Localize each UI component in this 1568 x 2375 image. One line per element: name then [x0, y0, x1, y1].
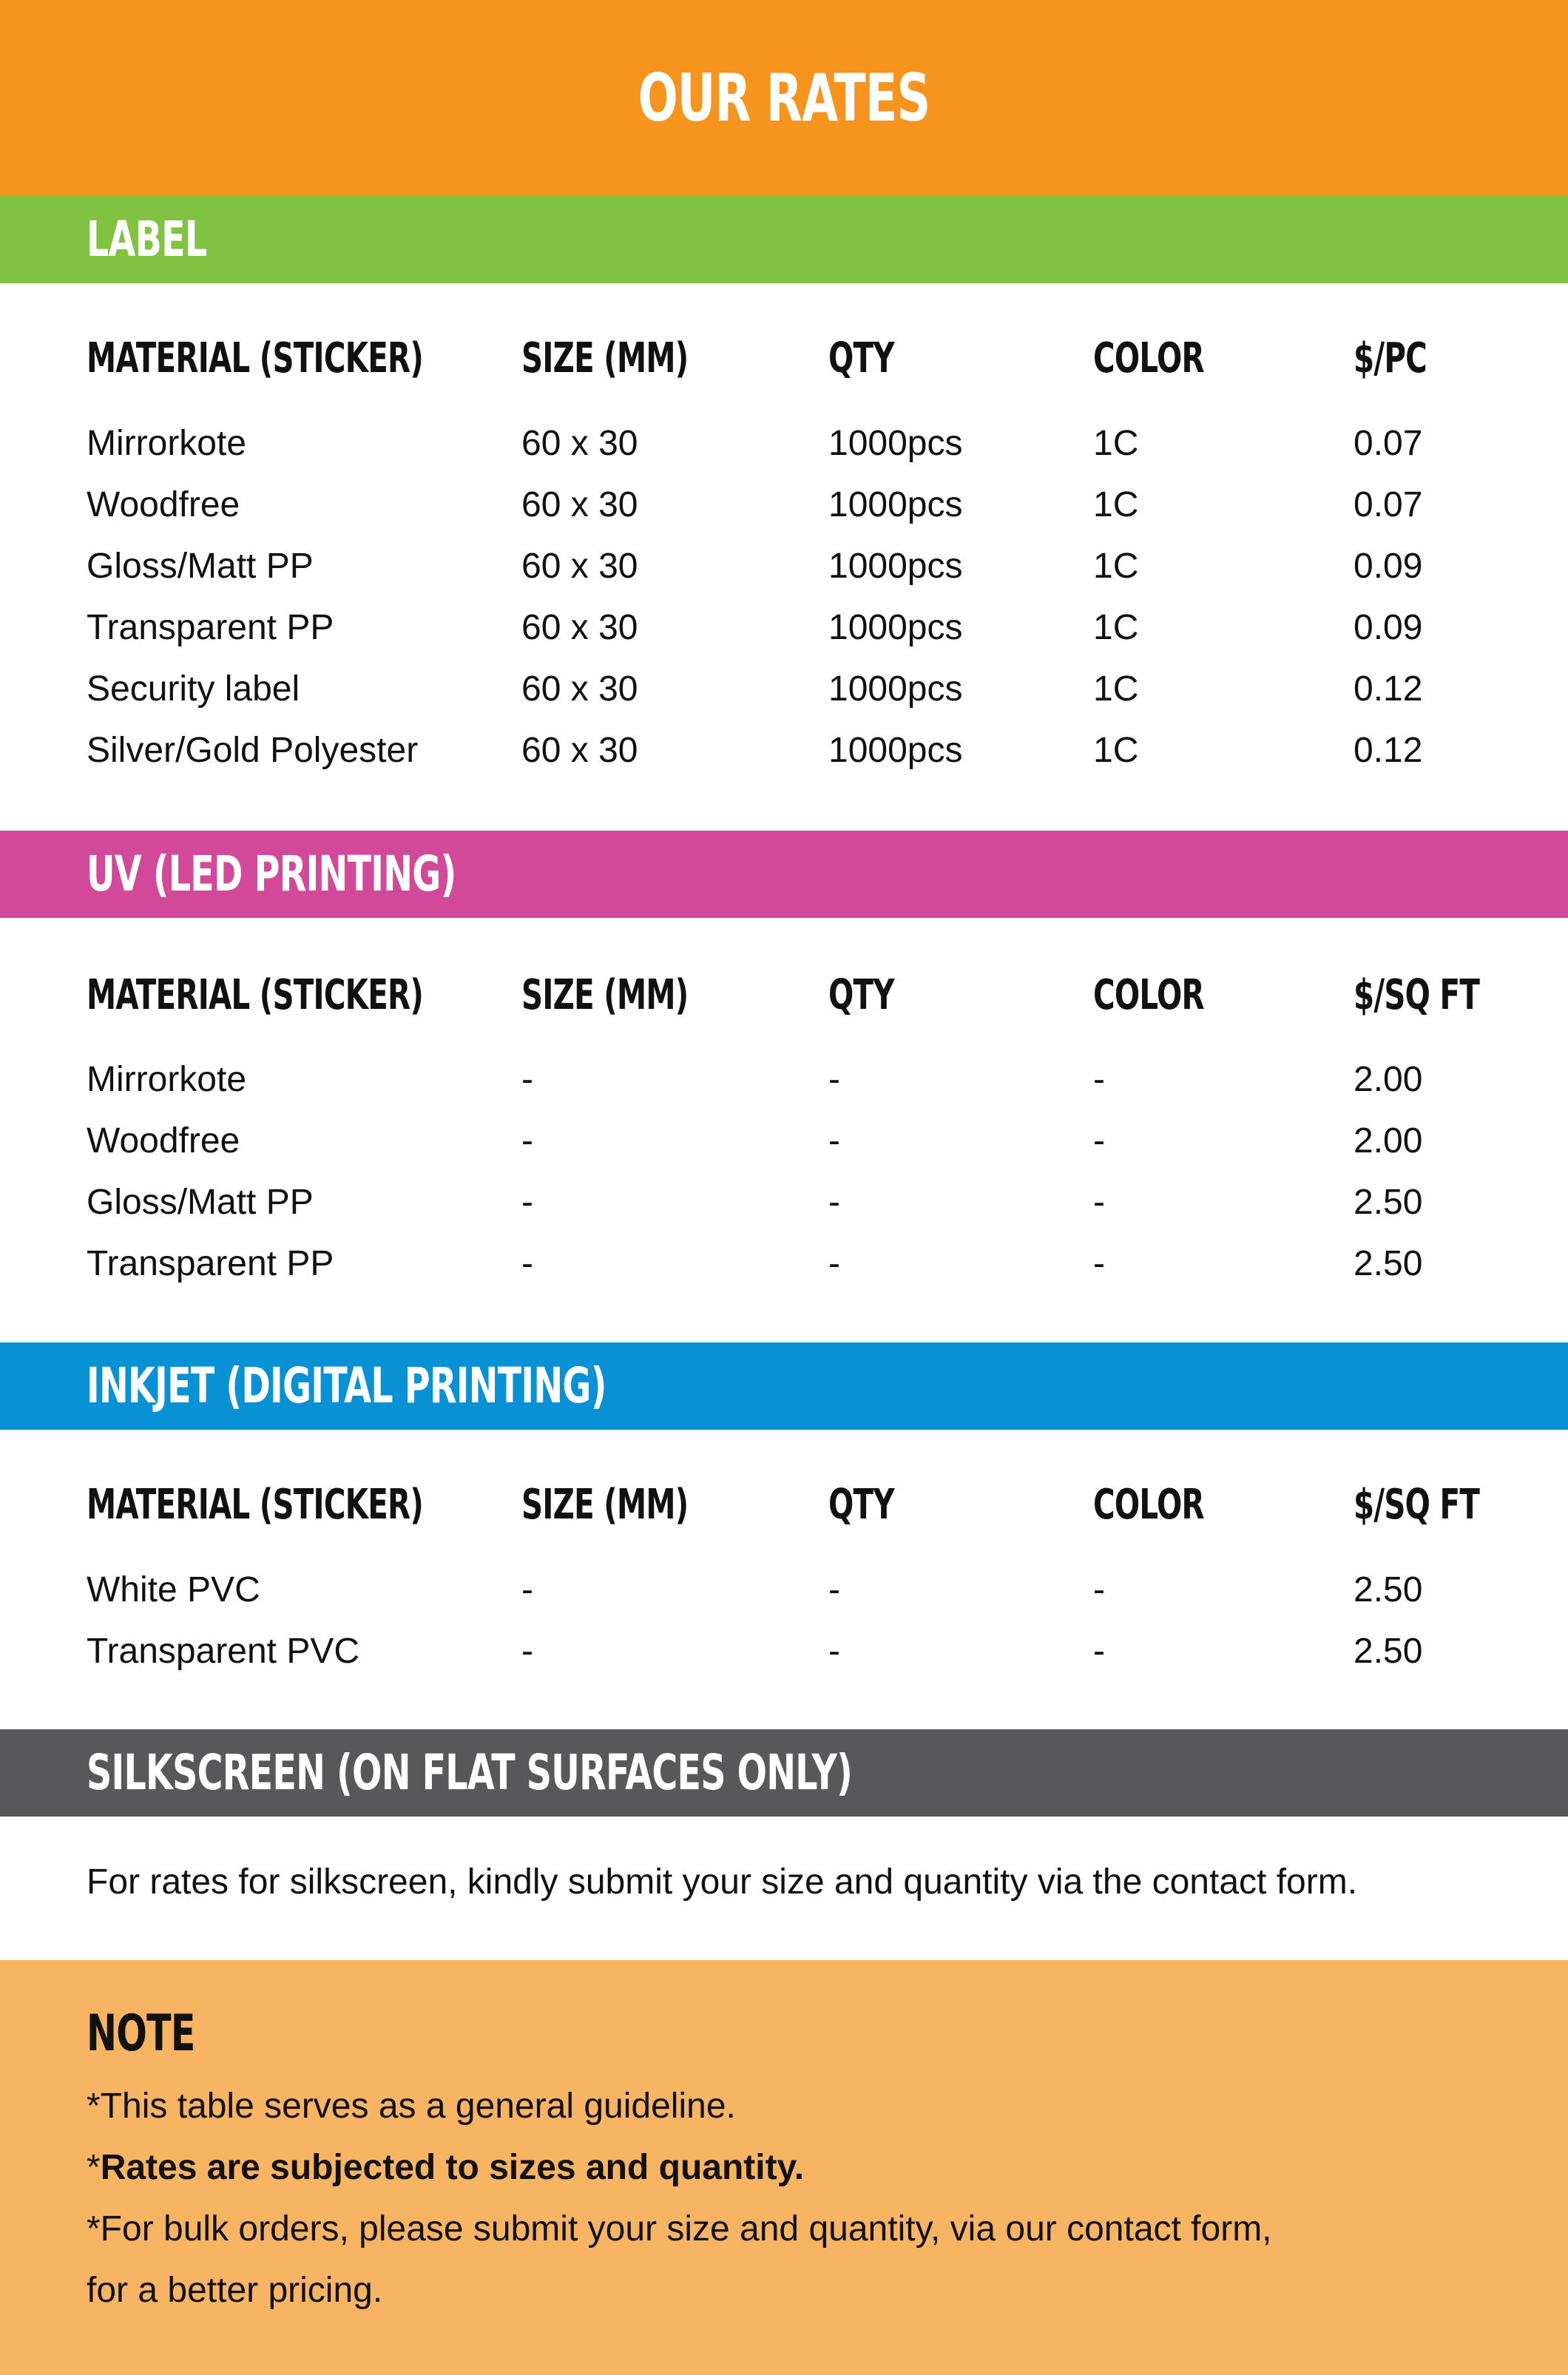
cell-qty: -	[828, 1183, 840, 1222]
cell-price: 0.12	[1354, 669, 1423, 709]
cell-color: 1C	[1093, 731, 1139, 770]
cell-price: 2.50	[1354, 1244, 1423, 1283]
cell-material: Security label	[87, 669, 300, 709]
cell-material: Mirrorkote	[87, 1060, 247, 1099]
note-line-bulk: *For bulk orders, please submit your size and quantity, via our contact form,	[87, 2209, 1272, 2249]
cell-color: 1C	[1093, 669, 1139, 709]
column-header-material: MATERIAL (STICKER)	[87, 971, 424, 1019]
note-line-pricing: for a better pricing.	[87, 2271, 383, 2310]
uv-section-title: UV (LED PRINTING)	[87, 845, 456, 902]
cell-qty: -	[828, 1060, 840, 1099]
cell-qty: 1000pcs	[828, 547, 963, 586]
column-header-material: MATERIAL (STICKER)	[87, 334, 424, 382]
column-header-material: MATERIAL (STICKER)	[87, 1481, 424, 1529]
cell-color: -	[1093, 1183, 1105, 1222]
page-title: OUR RATES	[638, 60, 930, 136]
cell-size: -	[521, 1121, 533, 1161]
cell-qty: -	[828, 1244, 840, 1283]
cell-size: -	[521, 1632, 533, 1671]
cell-qty: -	[828, 1570, 840, 1609]
cell-size: 60 x 30	[521, 731, 638, 770]
column-header-qty: QTY	[828, 971, 894, 1019]
cell-material: Transparent PP	[87, 608, 334, 647]
cell-qty: -	[828, 1121, 840, 1161]
cell-qty: 1000pcs	[828, 424, 963, 463]
note-bold-text: Rates are subjected to sizes and quantity.	[100, 2148, 805, 2187]
cell-color: -	[1093, 1632, 1105, 1671]
uv-section-bar	[0, 831, 1568, 918]
cell-color: -	[1093, 1121, 1105, 1161]
column-header-qty: QTY	[828, 1481, 894, 1529]
cell-size: -	[521, 1570, 533, 1609]
cell-price: 2.00	[1354, 1121, 1423, 1161]
inkjet-section-title: INKJET (DIGITAL PRINTING)	[87, 1357, 606, 1414]
cell-color: 1C	[1093, 608, 1139, 647]
cell-color: -	[1093, 1060, 1105, 1099]
cell-color: 1C	[1093, 485, 1139, 524]
cell-material: Transparent PVC	[87, 1632, 360, 1671]
cell-color: 1C	[1093, 424, 1139, 463]
cell-qty: 1000pcs	[828, 608, 963, 647]
cell-size: 60 x 30	[521, 608, 638, 647]
cell-size: 60 x 30	[521, 547, 638, 586]
column-header-color: COLOR	[1093, 334, 1204, 382]
silkscreen-section-bar	[0, 1729, 1568, 1817]
note-asterisk: *	[87, 2148, 101, 2187]
cell-price: 2.00	[1354, 1060, 1423, 1099]
column-header-price: $/SQ FT	[1354, 971, 1480, 1019]
cell-price: 0.07	[1354, 485, 1423, 524]
label-section-title: LABEL	[87, 211, 207, 268]
label-section-bar	[0, 196, 1568, 283]
column-header-color: COLOR	[1093, 971, 1204, 1019]
cell-color: -	[1093, 1570, 1105, 1609]
cell-size: -	[521, 1060, 533, 1099]
column-header-price: $/SQ FT	[1354, 1481, 1480, 1529]
cell-material: Gloss/Matt PP	[87, 1183, 314, 1222]
cell-price: 0.12	[1354, 731, 1423, 770]
cell-size: 60 x 30	[521, 485, 638, 524]
cell-qty: 1000pcs	[828, 485, 963, 524]
cell-size: -	[521, 1183, 533, 1222]
cell-material: Mirrorkote	[87, 424, 247, 463]
cell-size: -	[521, 1244, 533, 1283]
cell-color: -	[1093, 1244, 1105, 1283]
cell-color: 1C	[1093, 547, 1139, 586]
page-title-wrap	[0, 0, 1568, 196]
cell-material: White PVC	[87, 1570, 260, 1609]
cell-size: 60 x 30	[521, 424, 638, 463]
column-header-price: $/PC	[1354, 334, 1427, 382]
column-header-qty: QTY	[828, 334, 894, 382]
cell-price: 2.50	[1354, 1183, 1423, 1222]
cell-price: 0.07	[1354, 424, 1423, 463]
cell-size: 60 x 30	[521, 669, 638, 709]
cell-material: Woodfree	[87, 485, 240, 524]
silkscreen-section-title: SILKSCREEN (ON FLAT SURFACES ONLY)	[87, 1744, 853, 1801]
note-line-rates	[87, 2146, 804, 2190]
column-header-size: SIZE (MM)	[521, 334, 689, 382]
column-header-size: SIZE (MM)	[521, 1481, 689, 1529]
cell-price: 0.09	[1354, 608, 1423, 647]
cell-price: 0.09	[1354, 547, 1423, 586]
cell-qty: 1000pcs	[828, 669, 963, 709]
cell-material: Transparent PP	[87, 1244, 334, 1283]
cell-qty: -	[828, 1632, 840, 1671]
cell-material: Gloss/Matt PP	[87, 547, 314, 586]
column-header-size: SIZE (MM)	[521, 971, 689, 1019]
cell-qty: 1000pcs	[828, 731, 963, 770]
note-line-guideline: *This table serves as a general guideline.	[87, 2087, 736, 2126]
note-title: NOTE	[87, 2004, 195, 2063]
silkscreen-note-text: For rates for silkscreen, kindly submit your size and quantity via the contact form.	[87, 1862, 1358, 1902]
cell-material: Woodfree	[87, 1121, 240, 1161]
cell-material: Silver/Gold Polyester	[87, 731, 419, 770]
cell-price: 2.50	[1354, 1570, 1423, 1609]
inkjet-section-bar	[0, 1342, 1568, 1430]
cell-price: 2.50	[1354, 1632, 1423, 1671]
column-header-color: COLOR	[1093, 1481, 1204, 1529]
